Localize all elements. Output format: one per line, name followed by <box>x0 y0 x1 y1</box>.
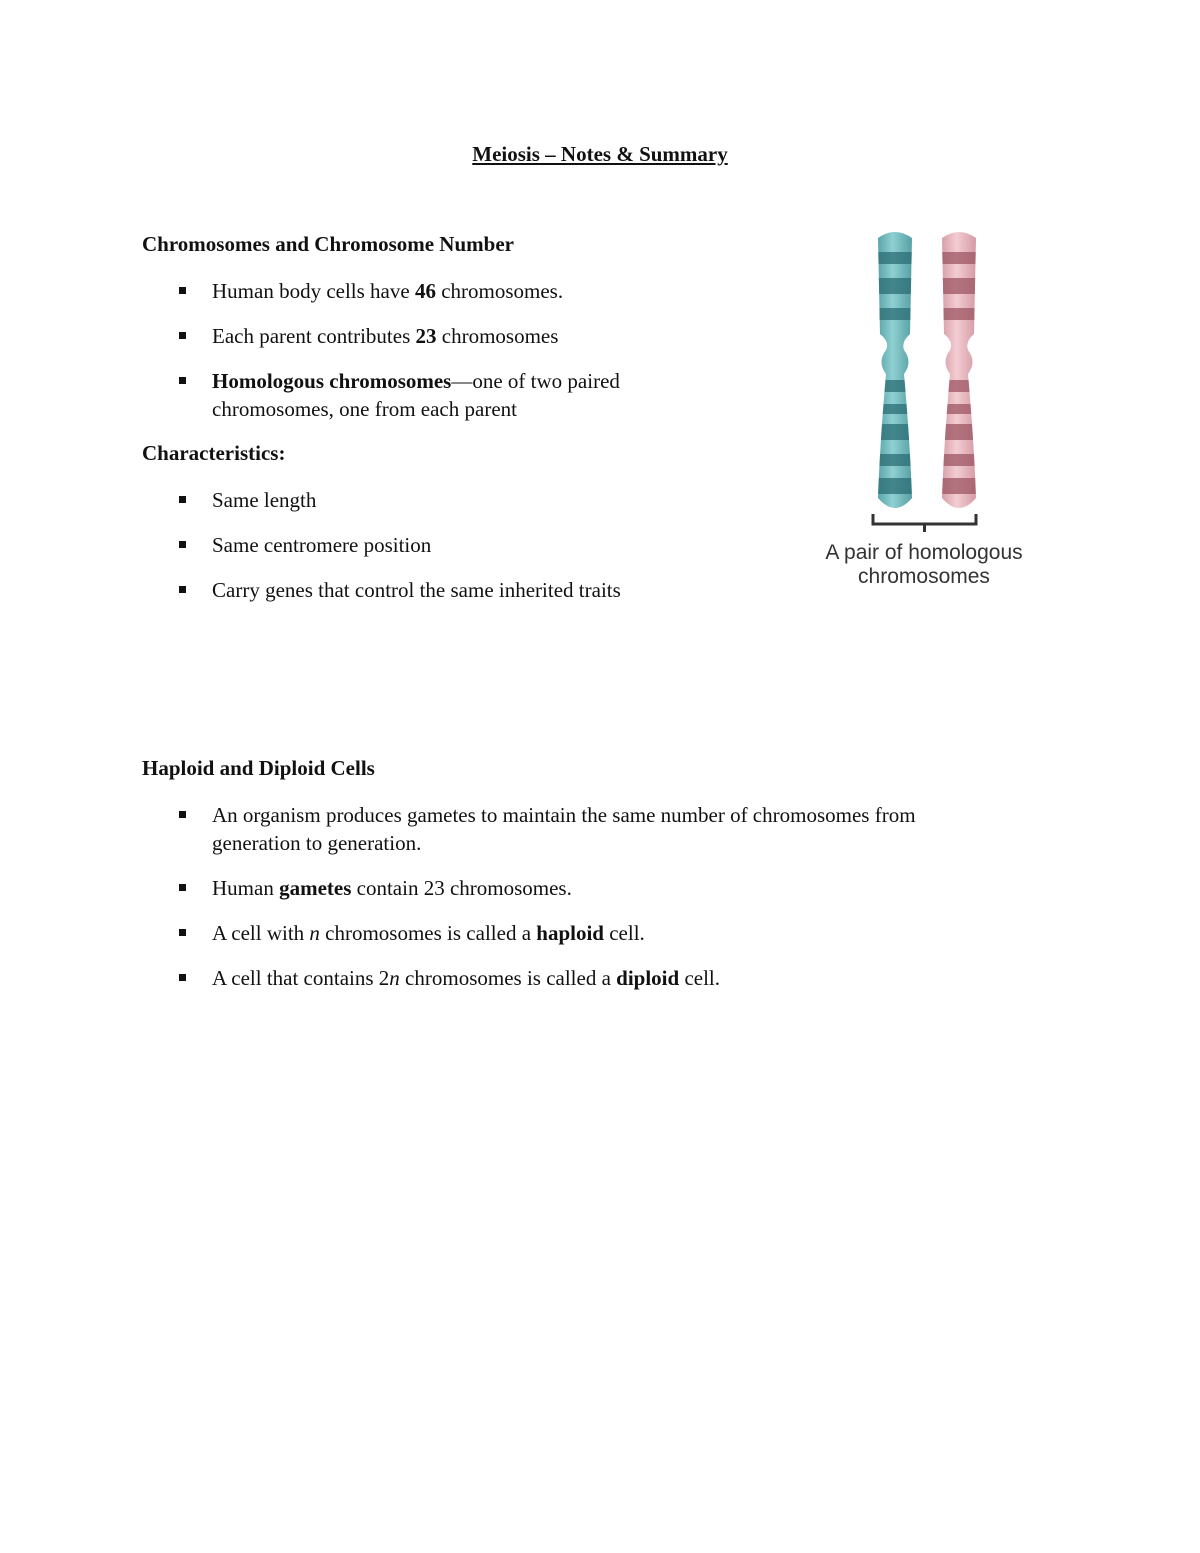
bracket-icon <box>873 514 976 532</box>
figure-caption: A pair of homologous chromosomes <box>825 541 1023 588</box>
section-heading-haploid-diploid: Haploid and Diploid Cells <box>142 756 375 780</box>
list-item: A cell that contains 2n chromosomes is called a diploid cell. <box>142 964 1042 992</box>
list-item: A cell with n chromosomes is called a haploid cell. <box>142 919 1042 947</box>
list-item: Homologous chromosomes—one of two paired chromosomes, one from each parent <box>142 367 742 423</box>
bullet-square-icon <box>179 884 186 891</box>
section-heading-characteristics: Characteristics: <box>142 441 286 465</box>
bullet-square-icon <box>179 377 186 384</box>
list-item: An organism produces gametes to maintain the same number of chromosomes from generation to generation. <box>142 801 1042 857</box>
bullet-square-icon <box>179 287 186 294</box>
list-item: Same centromere position <box>142 531 742 559</box>
bullet-square-icon <box>179 929 186 936</box>
bullet-square-icon <box>179 811 186 818</box>
teal-chromosome <box>870 222 920 522</box>
haploid-diploid-list <box>142 801 1042 1009</box>
bullet-square-icon <box>179 541 186 548</box>
list-item: Each parent contributes 23 chromosomes <box>142 322 742 350</box>
page-title: Meiosis – Notes & Summary <box>472 142 728 166</box>
bullet-square-icon <box>179 496 186 503</box>
section-heading-chromosome-number: Chromosomes and Chromosome Number <box>142 232 514 256</box>
list-item: Carry genes that control the same inherited traits <box>142 576 742 604</box>
bullet-square-icon <box>179 586 186 593</box>
pink-chromosome <box>934 222 984 522</box>
bullet-square-icon <box>179 974 186 981</box>
list-item: Human gametes contain 23 chromosomes. <box>142 874 1042 902</box>
list-item: Same length <box>142 486 742 514</box>
bullet-square-icon <box>179 332 186 339</box>
chromosome-number-list <box>142 277 742 440</box>
characteristics-list <box>142 486 742 621</box>
list-item: Human body cells have 46 chromosomes. <box>142 277 742 305</box>
